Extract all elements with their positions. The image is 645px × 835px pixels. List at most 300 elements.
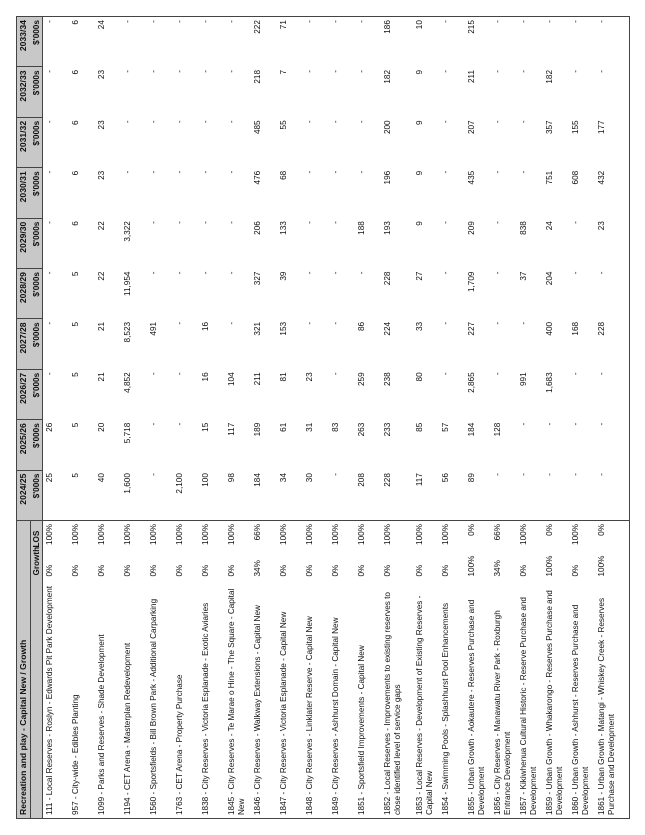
unit-header: $'000s (31, 218, 43, 268)
value-cell: - (201, 69, 210, 73)
value-cell: - (441, 321, 450, 325)
value-cell: - (571, 422, 580, 426)
value-cell: - (227, 221, 236, 224)
growth-header: Growth (31, 551, 43, 579)
value-cell: - (175, 170, 184, 174)
project-description: 1194 - CET Arena - Masterplan Redevelopment (121, 579, 147, 819)
growth-cell: 0% (279, 564, 288, 577)
value-cell: - (149, 69, 158, 73)
value-cell: 5 (71, 321, 80, 327)
growth-cell: 0% (331, 564, 340, 577)
value-cell: 5 (71, 422, 80, 428)
value-cell: 24 (545, 221, 554, 231)
year-header: 2024/25 (17, 470, 31, 520)
value-cell: 128 (493, 422, 502, 437)
value-cell: - (595, 420, 630, 470)
unit-header: $'000s (31, 470, 43, 520)
value-cell: - (225, 17, 251, 67)
value-cell: 211 (253, 372, 262, 386)
value-cell: - (491, 470, 517, 520)
unit-header: $'000s (31, 420, 43, 470)
growth-cell: 34% (493, 560, 502, 577)
value-cell: 5 (71, 372, 80, 377)
los-cell: 100% (175, 524, 184, 545)
value-cell: - (149, 372, 158, 376)
value-cell: 5 (69, 470, 95, 520)
value-cell: 6 (69, 17, 95, 67)
value-cell: 9 (415, 221, 424, 226)
value-cell: - (595, 67, 630, 117)
value-cell: 6 (71, 221, 80, 226)
value-cell: - (147, 470, 173, 520)
los-cell: 100% (571, 524, 580, 545)
value-cell: - (493, 120, 502, 124)
value-cell: - (305, 120, 314, 124)
value-cell: - (519, 170, 528, 174)
value-cell: 263 (357, 422, 366, 437)
value-cell: - (175, 69, 184, 73)
value-cell: 608 (571, 170, 580, 185)
growth-cell: 0% (175, 564, 184, 577)
los-cell: 66% (253, 524, 262, 541)
project-description: 1856 - City Reserves - Manawatu River Park - Roxburgh Entrance Development (491, 579, 517, 819)
value-cell: - (357, 120, 366, 124)
value-cell: 838 (519, 221, 528, 235)
los-cell: 0% (595, 521, 630, 551)
los-cell: 100% (441, 524, 450, 545)
year-header: 2026/27 (17, 369, 31, 419)
value-cell: 117 (413, 470, 439, 520)
unit-header: $'000s (31, 168, 43, 218)
table-row (595, 17, 630, 819)
value-cell: 182 (545, 69, 554, 84)
value-cell: - (123, 170, 132, 174)
growth-cell: 0% (357, 564, 366, 577)
project-description: 1855 - Urban Growth - Aokautere - Reserves Purchase and Development (465, 579, 491, 819)
project-description: 1763 - CET Arena - Property Purchase (173, 579, 199, 819)
project-description: 1851 - Sportsfield Improvements - Capital New (355, 579, 381, 819)
value-cell: 215 (465, 17, 491, 67)
description-header (31, 579, 43, 819)
value-cell: 83 (331, 422, 340, 432)
value-cell: 208 (355, 470, 381, 520)
value-cell: - (569, 470, 595, 520)
value-cell: 751 (545, 170, 554, 185)
value-cell: - (439, 17, 465, 67)
value-cell: - (519, 321, 528, 325)
unit-header: $'000s (31, 319, 43, 369)
value-cell: 30 (303, 470, 329, 520)
value-cell: - (227, 69, 236, 73)
value-cell: 40 (95, 470, 121, 520)
los-cell: 100% (357, 524, 366, 545)
value-cell: 23 (595, 218, 630, 268)
growth-cell: 0% (97, 564, 106, 577)
growth-cell: 100% (467, 555, 476, 577)
value-cell: - (331, 271, 340, 275)
los-cell: 100% (71, 524, 80, 545)
value-cell: 133 (279, 221, 288, 235)
value-cell: - (571, 69, 580, 73)
value-cell: 98 (225, 470, 251, 520)
value-cell: 227 (467, 321, 476, 336)
value-cell: 196 (383, 170, 392, 185)
table-row (95, 17, 121, 819)
value-cell: - (331, 321, 340, 325)
value-cell: - (45, 69, 54, 73)
value-cell: - (303, 17, 329, 67)
growth-cell: 0% (571, 564, 580, 577)
value-cell: - (147, 17, 173, 67)
growth-cell: 0% (71, 564, 80, 577)
value-cell: 321 (253, 321, 262, 336)
value-cell: - (493, 221, 502, 224)
value-cell: 22 (97, 271, 106, 281)
value-cell: 117 (227, 422, 236, 436)
value-cell: 20 (97, 422, 106, 432)
value-cell: - (149, 422, 158, 426)
los-cell: 100% (383, 524, 392, 545)
value-cell: 186 (381, 17, 413, 67)
growth-cell: 0% (305, 564, 314, 577)
growth-cell: 34% (253, 560, 262, 577)
value-cell: 24 (95, 17, 121, 67)
project-description: 957 - City-wide - Edibles Planting (69, 579, 95, 819)
value-cell: 177 (595, 117, 630, 167)
value-cell: - (357, 271, 366, 275)
growth-cell: 0% (201, 564, 210, 577)
value-cell: - (329, 470, 355, 520)
value-cell: - (519, 422, 528, 426)
value-cell: - (595, 269, 630, 319)
value-cell: 22 (97, 221, 106, 231)
value-cell: - (331, 221, 340, 224)
value-cell: - (149, 221, 158, 224)
value-cell: 4,852 (123, 372, 132, 393)
value-cell: - (227, 120, 236, 124)
value-cell: 153 (279, 321, 288, 336)
project-description: 1838 - City Reserves - Victoria Esplanade - Exotic Aviaries (199, 579, 225, 819)
value-cell: - (493, 69, 502, 73)
value-cell: 10 (413, 17, 439, 67)
value-cell: - (571, 372, 580, 376)
value-cell: 37 (519, 271, 528, 281)
value-cell: 200 (383, 120, 392, 135)
unit-header: $'000s (31, 67, 43, 117)
value-cell: 9 (415, 69, 424, 75)
value-cell: 23 (97, 120, 106, 130)
los-cell: 100% (97, 524, 106, 545)
table-title: Recreation and play - Capital New / Growth (17, 521, 31, 819)
value-cell: 7 (279, 69, 288, 75)
value-cell: 222 (251, 17, 277, 67)
value-cell: 207 (467, 120, 476, 135)
value-cell: - (491, 17, 517, 67)
value-cell: - (441, 271, 450, 275)
los-cell: 100% (415, 524, 424, 545)
los-header: LOS (31, 521, 43, 551)
table-row (413, 17, 439, 819)
value-cell: - (595, 470, 630, 520)
unit-header: $'000s (31, 269, 43, 319)
value-cell: 193 (383, 221, 392, 235)
project-description: 1860 - Urban Growth - Ashhurst - Reserves Purchase and Development (569, 579, 595, 819)
value-cell: - (201, 271, 210, 275)
project-description: 1849 - City Reserves - Ashhurst Domain - Capital New (329, 579, 355, 819)
unit-header: $'000s (31, 369, 43, 419)
los-cell: 100% (123, 524, 132, 545)
los-cell: 0% (545, 524, 554, 536)
los-cell: 100% (201, 524, 210, 545)
project-description: 1847 - City Reserves - Victoria Esplanade - Capital New (277, 579, 303, 819)
value-cell: - (595, 369, 630, 419)
table-row (465, 17, 491, 819)
value-cell: 33 (415, 321, 424, 332)
growth-cell: 100% (545, 555, 554, 577)
los-cell: 100% (227, 524, 236, 545)
value-cell: 100 (199, 470, 225, 520)
value-cell: 2,865 (467, 372, 476, 393)
value-cell: 9 (415, 120, 424, 125)
project-description: 1853 - Local Reserves - Development of Existing Reserves - Capital New (413, 579, 439, 819)
value-cell: - (331, 170, 340, 174)
table-row (329, 17, 355, 819)
value-cell: 39 (279, 271, 288, 281)
value-cell: 211 (467, 69, 476, 84)
value-cell: 55 (279, 120, 288, 130)
growth-cell: 100% (595, 551, 630, 579)
unit-header: $'000s (31, 17, 43, 67)
value-cell: 21 (97, 321, 106, 332)
table-row (199, 17, 225, 819)
value-cell: - (331, 69, 340, 73)
value-cell: - (493, 321, 502, 325)
value-cell: - (201, 170, 210, 174)
year-header: 2028/29 (17, 269, 31, 319)
value-cell: 11,954 (123, 271, 132, 296)
value-cell: - (149, 120, 158, 124)
los-cell: 100% (45, 524, 54, 545)
value-cell: - (331, 120, 340, 124)
table-row (251, 17, 277, 819)
value-cell: - (45, 170, 54, 174)
value-cell: - (441, 170, 450, 174)
value-cell: 206 (253, 221, 262, 235)
project-description: 1846 - City Reserves - Walkway Extensions - Capital New (251, 579, 277, 819)
year-header: 2031/32 (17, 117, 31, 167)
project-description: 1848 - City Reserves - Linklater Reserve - Capital New (303, 579, 329, 819)
value-cell: - (331, 372, 340, 376)
value-cell: - (175, 221, 184, 224)
value-cell: - (357, 69, 366, 73)
table-row (225, 17, 251, 819)
value-cell: 209 (467, 221, 476, 235)
los-cell: 100% (331, 524, 340, 545)
growth-cell: 0% (415, 564, 424, 577)
growth-cell: 0% (227, 564, 236, 577)
project-description: 1861 - Urban Growth - Matangi - Whiskey Creek - Reserves Purchase and Development (595, 579, 630, 819)
los-cell: 100% (279, 524, 288, 545)
project-description: 1859 - Urban Growth - Whakarongo - Reserves Purchase and Development (543, 579, 569, 819)
project-description: 1845 - City Reserves - Te Marae o Hine - The Square - Capital New (225, 579, 251, 819)
value-cell: - (121, 17, 147, 67)
value-cell: 68 (279, 170, 288, 180)
value-cell: 485 (253, 120, 262, 135)
value-cell: 435 (467, 170, 476, 185)
value-cell: - (357, 170, 366, 174)
project-description: 1852 - Local Reserves - Improvements to existing reserves to close identified level of service gaps (381, 579, 413, 819)
value-cell: 86 (357, 321, 366, 332)
value-cell: - (493, 170, 502, 174)
project-description: 1560 - Sportsfields - Bill Brown Park - Additional Carparking (147, 579, 173, 819)
year-header: 2025/26 (17, 420, 31, 470)
value-cell: - (441, 372, 450, 376)
value-cell: 233 (383, 422, 392, 437)
table-row (569, 17, 595, 819)
value-cell: - (517, 17, 543, 67)
value-cell: 168 (571, 321, 580, 336)
value-cell: - (571, 271, 580, 275)
value-cell: 16 (201, 321, 210, 332)
growth-cell: 0% (519, 564, 528, 577)
value-cell: 25 (43, 470, 70, 520)
value-cell: 34 (277, 470, 303, 520)
value-cell: - (123, 120, 132, 124)
value-cell: 476 (253, 170, 262, 185)
value-cell: 71 (277, 17, 303, 67)
value-cell: - (175, 120, 184, 124)
value-cell: 1,709 (467, 271, 476, 293)
value-cell: 491 (149, 321, 158, 336)
value-cell: 204 (545, 271, 554, 286)
value-cell: - (149, 170, 158, 174)
value-cell: 228 (381, 470, 413, 520)
value-cell: 6 (71, 120, 80, 125)
value-cell: - (543, 17, 569, 67)
value-cell: - (201, 221, 210, 224)
value-cell: - (45, 271, 54, 275)
value-cell: 5,718 (123, 422, 132, 444)
value-cell: - (305, 321, 314, 325)
value-cell: - (305, 69, 314, 73)
year-header: 2030/31 (17, 168, 31, 218)
growth-cell: 0% (149, 564, 158, 577)
value-cell: 31 (305, 422, 314, 432)
value-cell: - (517, 470, 543, 520)
value-cell: 991 (519, 372, 528, 386)
year-header: 2027/28 (17, 319, 31, 369)
value-cell: - (227, 321, 236, 325)
value-cell: - (545, 422, 554, 426)
value-cell: 85 (415, 422, 424, 432)
year-header: 2029/30 (17, 218, 31, 268)
table-row (491, 17, 517, 819)
value-cell: - (329, 17, 355, 67)
value-cell: 89 (465, 470, 491, 520)
value-cell: - (173, 17, 199, 67)
value-cell: - (441, 221, 450, 224)
value-cell: 238 (383, 372, 392, 386)
value-cell: - (227, 271, 236, 275)
value-cell: - (305, 271, 314, 275)
value-cell: - (305, 170, 314, 174)
value-cell: 400 (545, 321, 554, 336)
value-cell: 357 (545, 120, 554, 135)
table-title-row (17, 17, 31, 819)
value-cell: - (45, 120, 54, 124)
project-description: 1099 - Parks and Reserves - Shade Development (95, 579, 121, 819)
value-cell: 189 (253, 422, 262, 437)
table-row (147, 17, 173, 819)
value-cell: 5 (71, 271, 80, 277)
value-cell: - (175, 271, 184, 275)
value-cell: 3,322 (123, 221, 132, 242)
value-cell: 228 (595, 319, 630, 369)
value-cell: 81 (279, 372, 288, 382)
value-cell: 1,683 (545, 372, 554, 393)
value-cell: 21 (97, 372, 106, 382)
growth-cell: 0% (441, 564, 450, 577)
value-cell: - (43, 17, 70, 67)
value-cell: - (441, 69, 450, 73)
value-cell: 432 (595, 168, 630, 218)
table-row (543, 17, 569, 819)
value-cell: 155 (571, 120, 580, 135)
project-description: 1854 - Swimming Pools - Splashhurst Pool Enhancements (439, 579, 465, 819)
value-cell: 184 (251, 470, 277, 520)
table-row (277, 17, 303, 819)
value-cell: 26 (45, 422, 54, 432)
table-row (381, 17, 413, 819)
table-row (303, 17, 329, 819)
value-cell: 16 (201, 372, 210, 382)
value-cell: 8,523 (123, 321, 132, 343)
table-body (43, 17, 630, 819)
value-cell: - (595, 17, 630, 67)
value-cell: 23 (97, 69, 106, 80)
value-cell: - (175, 372, 184, 376)
value-cell: - (493, 271, 502, 275)
value-cell: 2,100 (173, 470, 199, 520)
value-cell: - (543, 470, 569, 520)
los-cell: 0% (467, 524, 476, 536)
value-cell: - (355, 17, 381, 67)
value-cell: 15 (201, 422, 210, 432)
table-row (439, 17, 465, 819)
recreation-capital-table (16, 16, 630, 819)
table-row (517, 17, 543, 819)
value-cell: 327 (253, 271, 262, 286)
value-cell: - (441, 120, 450, 124)
value-cell: 61 (279, 422, 288, 432)
growth-cell: 0% (383, 564, 392, 577)
value-cell: 259 (357, 372, 366, 386)
value-cell: - (305, 221, 314, 224)
los-cell: 100% (149, 524, 158, 545)
los-cell: 100% (519, 524, 528, 545)
value-cell: 228 (383, 271, 392, 286)
value-cell: 182 (383, 69, 392, 84)
value-cell: 184 (467, 422, 476, 437)
value-cell: 188 (357, 221, 366, 235)
project-description: 111 - Local Reserves - Roslyn - Edwards Pit Park Development (43, 579, 70, 819)
value-cell: - (199, 17, 225, 67)
value-cell: 6 (71, 170, 80, 176)
value-cell: - (519, 120, 528, 124)
los-cell: 100% (305, 524, 314, 545)
value-cell: 224 (383, 321, 392, 336)
value-cell: 23 (97, 170, 106, 180)
